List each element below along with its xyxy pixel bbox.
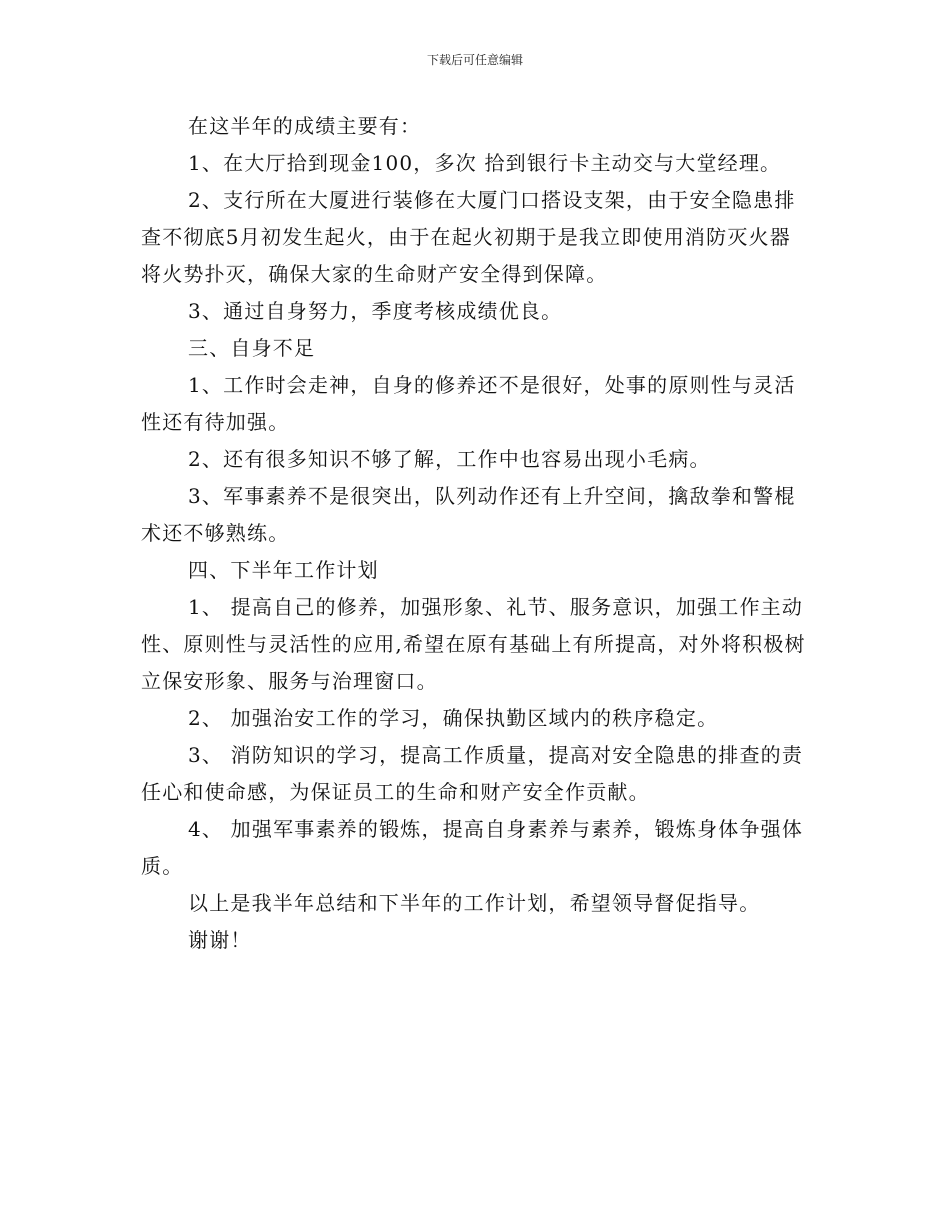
- section-heading-work-plan: 四、下半年工作计划: [188, 558, 379, 582]
- paragraph-shortcoming-2: 2、还有很多知识不够了解，工作中也容易出现小毛病。: [188, 447, 711, 471]
- paragraph-plan-2: 2、 加强治安工作的学习，确保执勤区域内的秩序稳定。: [188, 706, 719, 730]
- paragraph-achievement-2: 2、支行所在大厦进行装修在大厦门口搭设支架，由于安全隐患排查不彻底5月初发生起火，由于在起火初期于是我立即使用消防灭火器将火势扑灭，确保大家的生命财产安全得到保障。: [141, 188, 796, 286]
- paragraph-achievement-3: 3、通过自身努力，季度考核成绩优良。: [188, 299, 563, 323]
- paragraph-closing: 以上是我半年总结和下半年的工作计划，希望领导督促指导。: [188, 891, 761, 915]
- paragraph-plan-1: 1、 提高自己的修养，加强形象、礼节、服务意识，加强工作主动性、原则性与灵活性的应用,希望在原有基础上有所提高，对外将积极树立保安形象、服务与治理窗口。: [141, 595, 806, 693]
- paragraph-thanks: 谢谢！: [188, 928, 252, 952]
- paragraph-achievement-1: 1、在大厅拾到现金100，多次 拾到银行卡主动交与大堂经理。: [188, 151, 782, 175]
- paragraph-achievements-intro: 在这半年的成绩主要有：: [188, 114, 422, 138]
- paragraph-shortcoming-3: 3、军事素养不是很突出，队列动作还有上升空间，擒敌拳和警棍术还不够熟练。: [141, 484, 796, 545]
- page-header: 下载后可任意编辑: [426, 53, 523, 67]
- paragraph-shortcoming-1: 1、工作时会走神，自身的修养还不是很好，处事的原则性与灵活性还有待加强。: [141, 373, 796, 434]
- paragraph-plan-4: 4、 加强军事素养的锻炼，提高自身素养与素养，锻炼身体争强体质。: [141, 817, 804, 878]
- section-heading-shortcomings: 三、自身不足: [188, 336, 316, 360]
- paragraph-plan-3: 3、 消防知识的学习，提高工作质量，提高对安全隐患的排查的责任心和使命感，为保证员工的生命和财产安全作贡献。: [141, 743, 804, 804]
- document-body: [141, 108, 811, 959]
